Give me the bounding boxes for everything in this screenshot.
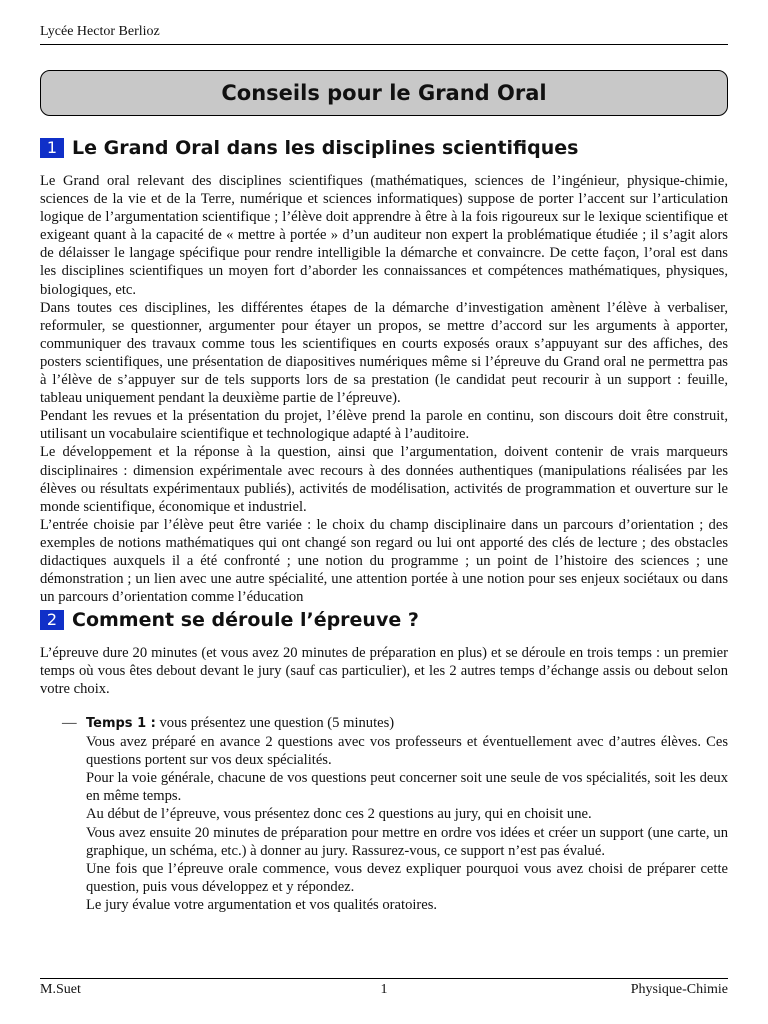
page-number: 1 <box>380 982 388 997</box>
section-1-body <box>40 172 728 606</box>
paragraph: L’entrée choisie par l’élève peut être variée : le choix du champ disciplinaire dans un parcours d’orientation ; des exemples de notions mathématiques qui ont changé son regard ou lui ont apporté des clés de lecture ; des obstacles didactiques auxquels il a été confronté ; une notion du programme ; un point de l’histoire des sciences ; une démonstration ; un lien avec une autre spécialité, une attention portée à une notion pour ses enjeux sociétaux ou dans un parcours d’orientation comme l’éducation <box>40 516 728 606</box>
list-dash: — <box>62 715 77 731</box>
footer-subject: Physique-Chimie <box>630 982 728 997</box>
section-title: Le Grand Oral dans les disciplines scientifiques <box>72 137 579 159</box>
list-item-content <box>86 714 728 914</box>
document-title: Conseils pour le Grand Oral <box>40 70 728 116</box>
list-item <box>62 714 728 914</box>
list-item-label: Temps 1 : <box>86 716 156 731</box>
paragraph: Pendant les revues et la présentation du projet, l’élève prend la parole en continu, son discours doit être construit, utilisant un vocabulaire scientifique et technologique adapté à l’auditoire. <box>40 408 728 443</box>
list-item-line: Vous avez ensuite 20 minutes de préparation pour mettre en ordre vos idées et créer un support (une carte, un graphique, un schéma, etc.) à donner au jury. Rassurez-vous, ce support n’est pas évalué. <box>86 824 728 859</box>
list-item-line: Une fois que l’épreuve orale commence, vous devez expliquer pourquoi vous avez choisi de préparer cette question, puis vous développez et y répondez. <box>86 860 728 895</box>
list-item-line: Pour la voie générale, chacune de vos questions peut concerner soit une seule de vos spécialités, soit les deux en même temps. <box>86 770 728 805</box>
paragraph: Le Grand oral relevant des disciplines scientifiques (mathématiques, sciences de l’ingénieur, physique-chimie, sciences de la vie et de la Terre, numérique et sciences informatiques) suppose de porter l’accent sur l’articulation logique de l’argumentation scientifique ; l’élève doit apprendre à être à la fois rigoureux sur le lexique scientifique et exigeant quant à la capacité de « mettre à portée » d’un auditeur non expert la problématique étudiée ; il s’agit alors de délaisser le langage spécifique pour rendre intelligible la démarche et convaincre. De cette façon, l’oral est dans les disciplines scientifiques un moyen fort d’aborder les connaissances et compétences mathématiques, physiques, biologiques, etc. <box>40 173 728 298</box>
paragraph: Dans toutes ces disciplines, les différentes étapes de la démarche d’investigation amènent l’élève à verbaliser, reformuler, se questionner, argumenter pour étayer un propos, se mettre d’accord sur les arguments à apporter, communiquer des travaux comme tous les scientifiques en courts exposés oraux s’appuyant sur des affiches, des posters scientifiques, une présentation de diapositives numériques même si l’épreuve du Grand oral ne permettra pas à l’élève de s’appuyer sur de tels supports lors de sa prestation (le candidat peut recourir à un support : feuille, tableau uniquement pendant la deuxième partie de l’épreuve). <box>40 299 728 407</box>
section-number-badge: 2 <box>40 610 64 630</box>
page-footer <box>40 982 728 998</box>
footer-divider <box>40 978 728 979</box>
list-item-intro: vous présentez une question (5 minutes) <box>159 715 395 731</box>
paragraph: L’épreuve dure 20 minutes (et vous avez 20 minutes de préparation en plus) et se déroule en trois temps : un premier temps où vous êtes debout devant le jury (sauf cas particulier), et les 2 autres temps d’échange assis ou debout selon votre choix. <box>40 645 728 698</box>
list-item-line: Vous avez préparé en avance 2 questions avec vos professeurs et éventuellement avec d’autres élèves. Ces questions portent sur vos deux spécialités. <box>86 734 728 769</box>
page-header: Lycée Hector Berlioz <box>40 24 160 39</box>
section-number-badge: 1 <box>40 138 64 158</box>
steps-list <box>62 714 728 914</box>
list-item-head <box>86 714 728 733</box>
list-item-line: Le jury évalue votre argumentation et vos qualités oratoires. <box>86 896 438 913</box>
list-item-line: Au début de l’épreuve, vous présentez donc ces 2 questions au jury, qui en choisit une. <box>86 806 592 823</box>
section-2-heading <box>40 609 419 631</box>
section-1-heading <box>40 137 578 159</box>
header-divider <box>40 44 728 45</box>
paragraph: Le développement et la réponse à la question, ainsi que l’argumentation, doivent contenir de vrais marqueurs disciplinaires : dimension expérimentale avec recours à des données authentiques (manipulations réalisées par les élèves ou résultats expérimentaux publiés), activités de modélisation, activités de programmation et ouverture sur le monde scientifique, économique et industriel. <box>40 444 728 515</box>
footer-author: M.Suet <box>40 982 81 997</box>
section-2-body <box>40 644 728 698</box>
section-title: Comment se déroule l’épreuve ? <box>72 609 419 631</box>
